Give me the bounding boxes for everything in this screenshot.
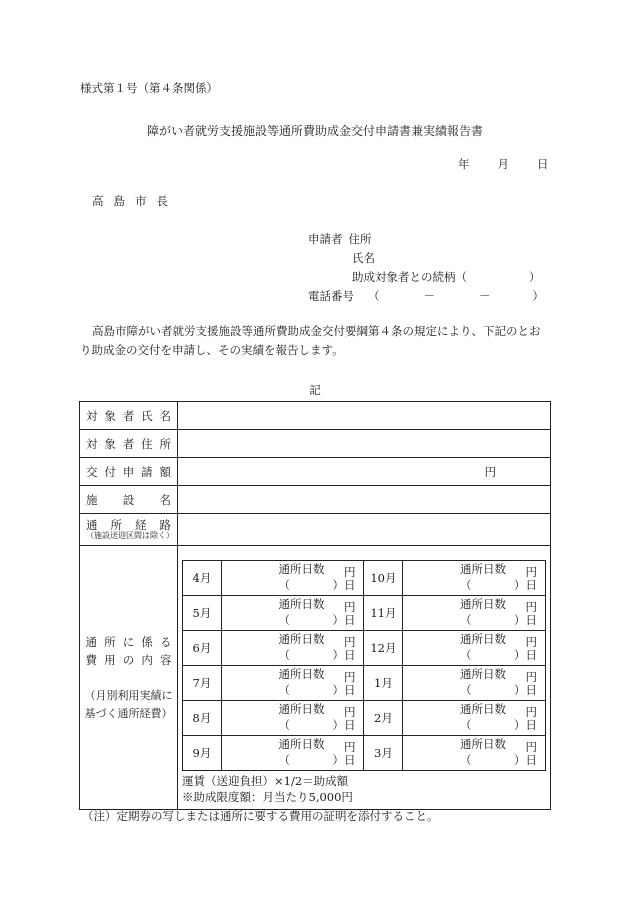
- month-days: [460, 666, 537, 698]
- applicant-label: 申請者: [308, 232, 343, 246]
- month-yen-unit: 円: [525, 600, 537, 614]
- month-yen-unit: 円: [525, 565, 537, 579]
- days-label: 通所日数（: [460, 737, 506, 767]
- month-yen-unit: 円: [343, 600, 356, 614]
- month-days: [278, 561, 355, 593]
- days-label: 通所日数（: [278, 597, 325, 627]
- days-unit: ）日: [332, 578, 356, 592]
- facility-name-label: 施設名: [80, 486, 178, 514]
- month-yen-unit: 円: [525, 705, 537, 719]
- table-row: [80, 430, 551, 458]
- month-days: [278, 701, 355, 733]
- days-label: 通所日数（: [460, 597, 506, 627]
- table-row: [80, 402, 551, 430]
- days-label: 通所日数（: [460, 667, 506, 697]
- application-table: [79, 401, 551, 810]
- date-day: 日: [537, 157, 549, 171]
- month-row: [183, 631, 546, 666]
- footnote: （注）定期券の写しまたは通所に要する費用の証明を添付すること。: [82, 809, 439, 823]
- commute-route-label: [80, 514, 178, 546]
- month-label: 5月: [183, 596, 222, 631]
- days-label: 通所日数（: [278, 632, 325, 662]
- phone-open: （: [368, 289, 380, 303]
- days-label: 通所日数（: [278, 737, 325, 767]
- month-value[interactable]: [221, 596, 364, 631]
- month-days: [460, 596, 537, 628]
- month-days: [278, 631, 355, 663]
- table-row: [80, 546, 551, 810]
- month-yen-unit: 円: [343, 705, 356, 719]
- month-label: 7月: [183, 666, 222, 701]
- date-year: 年: [458, 157, 470, 171]
- month-row: [183, 701, 546, 736]
- month-value[interactable]: [221, 561, 364, 596]
- days-label: 通所日数（: [278, 702, 325, 732]
- cost-label-line-3: （月別利用実績に: [84, 688, 173, 702]
- month-label: 3月: [364, 736, 403, 771]
- days-label: 通所日数（: [460, 562, 506, 592]
- commute-route-title: 通所経路: [86, 517, 171, 532]
- month-value[interactable]: [403, 631, 546, 666]
- cost-content-cell: [178, 546, 551, 810]
- month-yen-unit: 円: [525, 670, 537, 684]
- month-label: 11月: [364, 596, 403, 631]
- cost-content-label: [80, 546, 178, 810]
- ki-heading: 記: [309, 383, 321, 397]
- date-month: 月: [497, 157, 509, 171]
- requested-amount-label: 交付申請額: [80, 458, 178, 486]
- month-label: 10月: [364, 561, 403, 596]
- month-row: [183, 736, 546, 771]
- address-label: 住所: [348, 232, 372, 246]
- month-yen-unit: 円: [343, 670, 356, 684]
- subject-name-label: 対象者氏名: [80, 402, 178, 430]
- days-label: 通所日数（: [460, 632, 506, 662]
- days-unit: ）日: [332, 753, 356, 767]
- month-value[interactable]: [221, 736, 364, 771]
- month-label: 1月: [364, 666, 403, 701]
- phone-label: 電話番号: [308, 289, 354, 303]
- month-label: 2月: [364, 701, 403, 736]
- month-yen-unit: 円: [343, 635, 356, 649]
- month-value[interactable]: [403, 666, 546, 701]
- subsidy-formula: 運賃（送迎負担）×1/2＝助成額: [182, 774, 349, 788]
- days-label: 通所日数（: [460, 702, 506, 732]
- month-days: [278, 736, 355, 768]
- month-value[interactable]: [403, 701, 546, 736]
- name-label: 氏名: [352, 251, 375, 265]
- days-unit: ）日: [514, 683, 537, 697]
- month-value[interactable]: [403, 596, 546, 631]
- phone-close: ）: [532, 289, 544, 303]
- request-text: 高島市障がい者就労支援施設等通所費助成金交付要綱第４条の規定により、下記のとおり助成金の交付を申請し、その実績を報告します。: [80, 324, 541, 357]
- days-label: 通所日数（: [278, 562, 325, 592]
- relationship-label: 助成対象者との続柄（: [352, 270, 467, 284]
- subsidy-limit: ※助成限度額：月当たり5,000円: [182, 790, 353, 804]
- month-days: [278, 666, 355, 698]
- month-label: 12月: [364, 631, 403, 666]
- date-line: [458, 156, 549, 172]
- days-unit: ）日: [332, 683, 356, 697]
- month-yen-unit: 円: [525, 635, 537, 649]
- addressee: 高島市長: [92, 194, 178, 208]
- days-unit: ）日: [514, 578, 537, 592]
- cost-label-line-4: 基づく通所経費）: [84, 706, 173, 720]
- month-label: 4月: [183, 561, 222, 596]
- relationship-close: ）: [529, 270, 541, 284]
- month-value[interactable]: [403, 561, 546, 596]
- month-label: 6月: [183, 631, 222, 666]
- cost-label-line-2: 費用の内容: [85, 652, 172, 667]
- days-unit: ）日: [514, 753, 537, 767]
- month-value[interactable]: [221, 666, 364, 701]
- month-row: [183, 596, 546, 631]
- month-days: [460, 631, 537, 663]
- days-unit: ）日: [514, 648, 537, 662]
- month-value[interactable]: [221, 631, 364, 666]
- month-value[interactable]: [403, 736, 546, 771]
- days-label: 通所日数（: [278, 667, 325, 697]
- month-value[interactable]: [221, 701, 364, 736]
- days-unit: ）日: [514, 718, 537, 732]
- subject-address-label: 対象者住所: [80, 430, 178, 458]
- cost-note: [182, 773, 550, 805]
- requested-amount-field[interactable]: [178, 458, 551, 486]
- table-row: [80, 486, 551, 514]
- subject-address-field[interactable]: [178, 430, 551, 458]
- cost-label-line-1: 通所に係る: [85, 634, 172, 649]
- days-unit: ）日: [514, 613, 537, 627]
- monthly-usage-grid: [182, 560, 546, 771]
- facility-name-field[interactable]: [178, 486, 551, 514]
- month-days: [460, 561, 537, 593]
- month-label: 8月: [183, 701, 222, 736]
- month-yen-unit: 円: [343, 565, 356, 579]
- table-row: [80, 458, 551, 486]
- days-unit: ）日: [332, 718, 356, 732]
- month-days: [460, 736, 537, 768]
- days-unit: ）日: [332, 613, 356, 627]
- phone-dash-2: －: [479, 289, 491, 303]
- month-row: [183, 666, 546, 701]
- commute-route-field[interactable]: [178, 514, 551, 546]
- month-yen-unit: 円: [525, 740, 537, 754]
- yen-unit: 円: [484, 465, 496, 479]
- month-days: [278, 596, 355, 628]
- month-days: [460, 701, 537, 733]
- table-row: [80, 514, 551, 546]
- month-yen-unit: 円: [343, 740, 356, 754]
- month-row: [183, 561, 546, 596]
- month-label: 9月: [183, 736, 222, 771]
- form-number: 様式第１号（第４条関係）: [80, 81, 218, 95]
- subject-name-field[interactable]: [178, 402, 551, 430]
- days-unit: ）日: [332, 648, 356, 662]
- applicant-block: [308, 230, 544, 306]
- document-title: 障がい者就労支援施設等通所費助成金交付申請書兼実績報告書: [146, 124, 483, 138]
- phone-dash-1: －: [423, 289, 435, 303]
- commute-route-note: （施設送迎区間は除く）: [86, 530, 174, 540]
